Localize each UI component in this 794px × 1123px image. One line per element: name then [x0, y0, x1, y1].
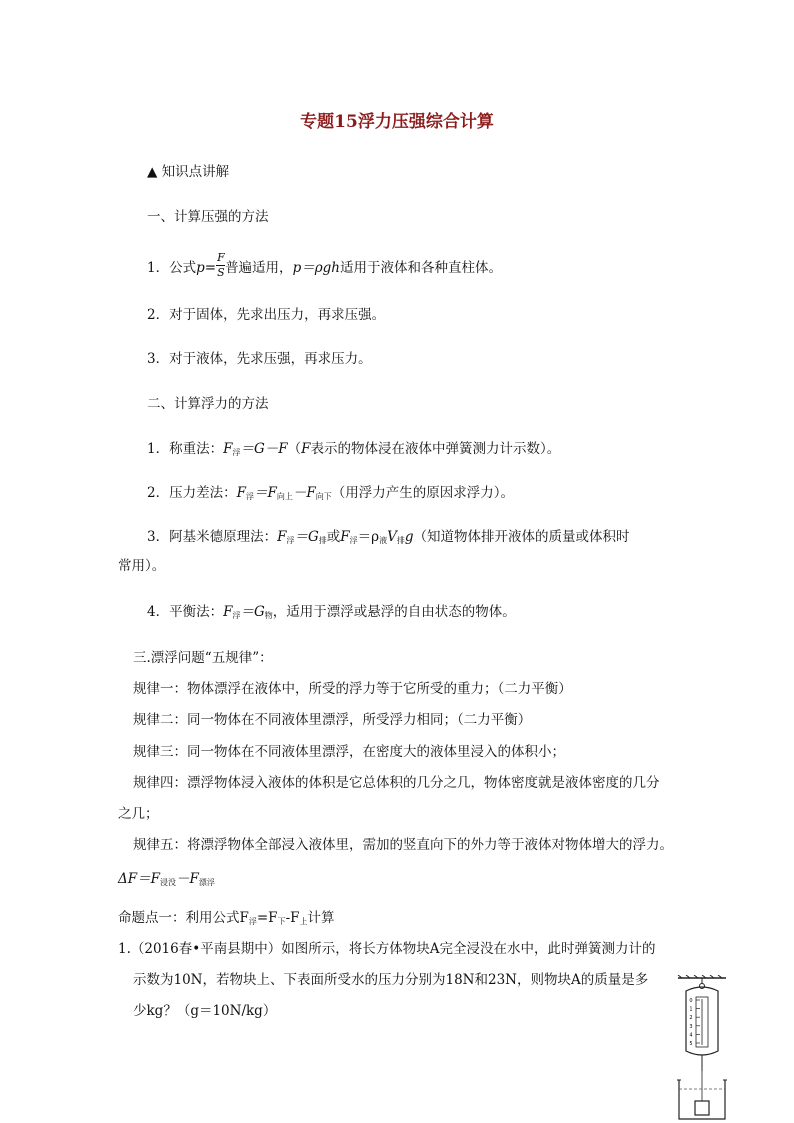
method2-suffix: （用浮力产生的原因求浮力）。 — [331, 485, 514, 501]
rule-2: 规律二：同一物体在不同液体里漂浮，所受浮力相同；（二力平衡） — [133, 712, 532, 728]
m2-eq: ＝F — [253, 485, 277, 501]
method3-continuation: 常用）。 — [118, 558, 166, 574]
m2-sub3: 向下 — [315, 492, 332, 501]
gauge-ticks — [689, 998, 700, 1047]
part2-heading: 二、计算浮力的方法 — [147, 396, 269, 412]
gauge-label: 0 — [689, 998, 693, 1004]
part3-heading: 三.漂浮问题“五规律”： — [133, 650, 273, 666]
rule-3: 规律三：同一物体在不同液体里漂浮，在密度大的液体里浸入的体积小； — [133, 744, 565, 760]
item1-prefix: 1．公式 — [147, 260, 197, 276]
m2-sub2: 向上 — [276, 492, 293, 501]
rule-4: 规律四：漂浮物体浸入液体的体积是它总体积的几分之几，物体密度就是液体密度的几分 — [133, 775, 660, 791]
m3-F: F — [277, 529, 287, 545]
prop-sub2: 下 — [277, 917, 286, 926]
rule-4-continuation: 之几； — [118, 806, 159, 822]
gauge-label: 2 — [689, 1015, 693, 1022]
m1-sub: 浮 — [232, 448, 241, 457]
m4-sub2: 物 — [264, 611, 273, 620]
delta-sub1: 浸没 — [159, 878, 176, 887]
spring-scale-figure — [672, 975, 732, 1121]
m4-eq: ＝G — [240, 604, 265, 620]
m3-V: V — [387, 529, 397, 545]
problem1-line2: 示数为10N，若物块上、下表面所受水的压力分别为18N和23N，则物块A的质量是多 — [133, 972, 649, 988]
fraction-denominator: S — [217, 266, 225, 279]
m3-or: 或 — [326, 529, 341, 545]
proposition-suffix: 计算 — [307, 910, 335, 926]
item1-suffix: 适用于液体和各种直柱体。 — [340, 260, 502, 276]
item1-mid: 普遍适用， — [225, 260, 293, 276]
method3-suffix: （知道物体排开液体的质量或体积时 — [413, 529, 630, 545]
part1-item2: 2．对于固体，先求出压力，再求压强。 — [147, 307, 386, 323]
method3 — [147, 525, 629, 546]
method1 — [147, 437, 560, 458]
fraction-f-over-s — [216, 251, 225, 280]
page-title: 专题15浮力压强综合计算 — [300, 112, 494, 132]
m3-g: g — [404, 529, 414, 545]
item1-p2: p — [292, 260, 302, 276]
m2-F: F — [236, 485, 246, 501]
m3-sub: 浮 — [286, 536, 295, 545]
prop-minus: -F — [285, 910, 300, 926]
part1-heading: 一、计算压强的方法 — [147, 209, 269, 225]
prop-sub3: 上 — [299, 917, 308, 926]
m4-sub: 浮 — [232, 611, 241, 620]
prop-eq: =F — [256, 910, 278, 926]
m1-paren: （ — [287, 441, 302, 457]
item1-p: p — [196, 260, 205, 276]
rule-5: 规律五：将漂浮物体全部浸入液体里，需加的竖直向下的外力等于液体对物体增大的浮力。 — [133, 837, 673, 853]
gauge-label: 5 — [689, 1041, 693, 1047]
m2-minus: －F — [292, 485, 316, 501]
m1-F2: F — [301, 441, 311, 457]
m3-eq: ＝G — [294, 529, 319, 545]
support-bar — [678, 975, 726, 978]
problem1-line1: 1.（2016春•平南县期中）如图所示，将长方体物块A完全浸没在水中，此时弹簧测力计的 — [118, 941, 656, 957]
proposition-prefix: 命题点一：利用公式 — [118, 910, 240, 926]
method4-prefix: 4．平衡法： — [147, 604, 224, 620]
m3-sub2: 排 — [318, 536, 327, 545]
m3-sub4: 液 — [379, 536, 388, 545]
item1-eq: = — [204, 260, 217, 276]
delta-f-formula — [118, 867, 215, 888]
rule-1: 规律一：物体漂浮在液体中，所受的浮力等于它所受的重力；（二力平衡） — [133, 681, 572, 697]
gauge-label: 1 — [689, 1006, 693, 1013]
m2-sub: 浮 — [245, 492, 254, 501]
m1-F: F — [223, 441, 233, 457]
method4-suffix: ，适用于漂浮或悬浮的自由状态的物体。 — [272, 604, 516, 620]
m3-eq2: ＝ρ — [357, 529, 380, 545]
prop-F: F — [239, 910, 249, 926]
item1-formula: ＝ρgh — [301, 260, 340, 276]
m3-F2: F — [340, 529, 350, 545]
method2 — [147, 481, 514, 502]
block-a — [695, 1101, 709, 1115]
gauge-label: 3 — [689, 1023, 693, 1030]
method2-prefix: 2．压力差法： — [147, 485, 237, 501]
delta-prefix: ΔF＝F — [118, 871, 160, 887]
method1-prefix: 1．称重法： — [147, 441, 224, 457]
method1-suffix: 表示的物体浸在液体中弹簧测力计示数）。 — [310, 441, 561, 457]
m3-sub3: 浮 — [349, 536, 358, 545]
proposition-label — [118, 906, 335, 927]
delta-sub2: 漂浮 — [198, 878, 215, 887]
m1-eq: ＝G－F — [240, 441, 288, 457]
section-marker: ▲ 知识点讲解 — [147, 164, 230, 180]
method4 — [147, 600, 516, 621]
problem1-line3: 少kg？（g＝10N/kg） — [133, 1003, 277, 1019]
m4-F: F — [223, 604, 233, 620]
part1-item1 — [147, 251, 502, 280]
part1-item3: 3．对于液体，先求压强，再求压力。 — [147, 351, 372, 367]
fraction-numerator: F — [217, 251, 225, 264]
method3-prefix: 3．阿基米德原理法： — [147, 529, 278, 545]
gauge-label: 4 — [689, 1032, 693, 1039]
prop-sub1: 浮 — [248, 917, 257, 926]
m3-sub5: 排 — [396, 536, 405, 545]
delta-minus: －F — [175, 871, 199, 887]
